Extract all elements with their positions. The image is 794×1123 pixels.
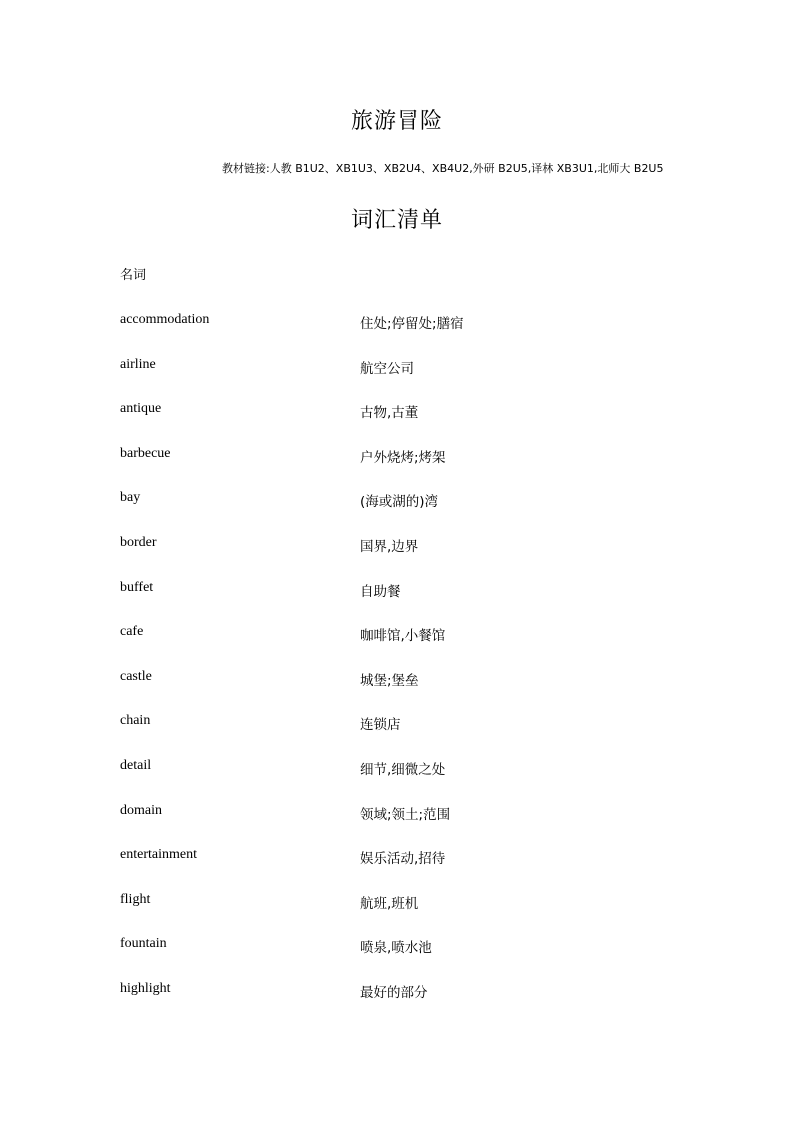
vocab-row: [0, 580, 794, 625]
vocab-meaning: 喷泉,喷水池: [360, 940, 432, 957]
vocab-meaning: (海或湖的)湾: [360, 494, 439, 511]
vocab-row: [0, 936, 794, 981]
vocab-meaning: 户外烧烤;烤架: [360, 449, 446, 466]
vocabulary-list: [0, 312, 794, 1026]
vocab-word: antique: [120, 401, 162, 417]
vocab-row: [0, 357, 794, 402]
vocab-row: [0, 758, 794, 803]
vocab-word: castle: [120, 668, 152, 684]
vocab-word: fountain: [120, 936, 167, 952]
vocab-meaning: 咖啡馆,小餐馆: [360, 628, 446, 645]
vocab-meaning: 自助餐: [360, 583, 401, 600]
vocab-row: [0, 669, 794, 714]
textbook-link-text: 教材链接:人教 B1U2、XB1U3、XB2U4、XB4U2,外研 B2U5,译林 XB3U1,北师大 B2U5: [222, 162, 664, 175]
vocab-meaning: 领域;领土;范围: [360, 806, 451, 823]
vocab-meaning: 住处;停留处;膳宿: [360, 316, 464, 332]
vocab-meaning: 连锁店: [360, 717, 401, 734]
vocab-row: [0, 803, 794, 848]
vocab-meaning: 娱乐活动,招待: [360, 851, 446, 868]
vocab-meaning: 城堡;堡垒: [360, 672, 419, 689]
vocab-word: buffet: [120, 579, 154, 595]
vocab-meaning: 国界,边界: [360, 538, 419, 555]
vocab-word: airline: [120, 356, 156, 372]
vocab-meaning: 古物,古董: [360, 405, 419, 422]
vocab-word: detail: [120, 757, 152, 773]
vocab-row: [0, 624, 794, 669]
vocab-row: [0, 446, 794, 491]
vocab-row: [0, 847, 794, 892]
vocab-meaning: 航班,班机: [360, 895, 419, 912]
vocab-word: cafe: [120, 624, 144, 640]
vocab-meaning: 航空公司: [360, 360, 414, 377]
vocab-meaning: 最好的部分: [360, 984, 428, 1001]
vocab-word: highlight: [120, 980, 171, 996]
page-title: 旅游冒险: [350, 109, 443, 134]
vocab-row: [0, 490, 794, 535]
vocab-word: accommodation: [120, 312, 210, 327]
vocab-word: chain: [120, 713, 151, 729]
vocab-word: bay: [120, 490, 141, 506]
section-title: 词汇清单: [350, 208, 443, 233]
vocab-word: border: [120, 534, 157, 550]
vocab-row: [0, 981, 794, 1026]
vocab-row: [0, 892, 794, 937]
part-of-speech-label: 名词: [120, 268, 147, 283]
vocab-word: domain: [120, 802, 162, 818]
vocab-row: [0, 312, 794, 357]
vocab-word: flight: [120, 891, 151, 907]
vocab-row: [0, 713, 794, 758]
vocab-word: entertainment: [120, 847, 197, 863]
vocab-meaning: 细节,细微之处: [360, 761, 446, 778]
vocab-row: [0, 401, 794, 446]
vocab-word: barbecue: [120, 445, 171, 461]
vocab-row: [0, 535, 794, 580]
